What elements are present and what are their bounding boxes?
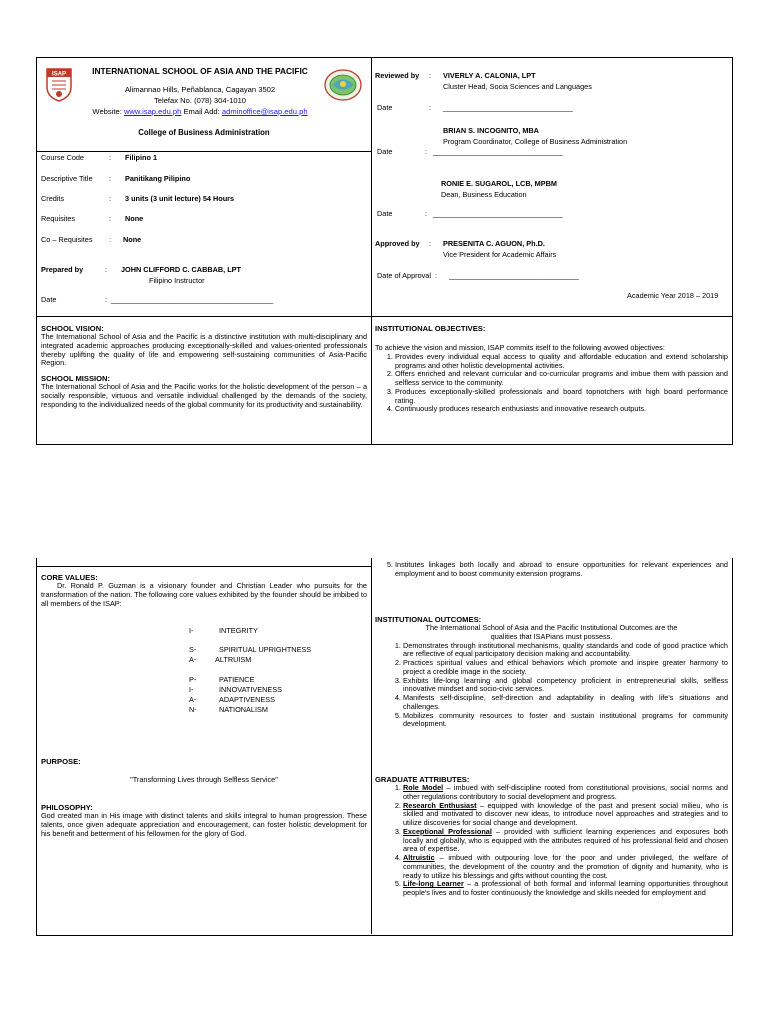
list-item: 5. Institutes linkages both locally and abroad to ensure opportunities for relevant experiences and employment and to boost community extension programs. [395,561,728,579]
objectives-block [375,324,728,414]
course-field-colon: : [109,214,112,223]
purpose-heading: PURPOSE: [41,757,81,766]
approved-colon: : [429,239,432,248]
attribute-text: – imbued with outpouring love for the poor and under privileged, the welfare of communities, the development of the country and the promotion of dignity and humanity, who is ready to utilize his blessings and gifts without counting the cost. [403,853,728,880]
core-values-block [41,573,367,608]
attribute-text: – provided with sufficient learning experiences and exposures both locally and globally, who is equipped with the attributes required of his professional field and chosen area of expertise. [403,826,728,854]
core-value-name: INTEGRITY [219,626,258,635]
core-value-letter: A- [189,695,197,704]
list-item [403,880,728,898]
list-item: 1. Provides every individual equal access to quality and affordable education and extend scholarship programs and other holistic developmental activities. [395,353,728,371]
outcomes-heading: INSTITUTIONAL OUTCOMES: [375,615,482,624]
attribute-term: Life-long Learner [403,879,464,889]
core-value-letter: A- [189,655,197,664]
vision-heading: SCHOOL VISION: [41,324,104,333]
course-field-colon: : [109,235,112,244]
attribute-term: Altruistic [403,853,435,863]
website-label: Website: [92,107,124,116]
reviewer1-title: Cluster Head, Socia Sciences and Languages [443,82,592,91]
list-item: 4. Manifests self-discipline, self-direction and adaptability in dealing with life's situations and challenges. [403,694,728,712]
reviewer2-title: Program Coordinator, College of Business Administration [443,137,628,146]
course-field-colon: : [109,153,112,162]
core-value-letter: N- [189,705,197,714]
list-item: 4. Continuously produces research enthusiasts and innovative research outputs. [395,405,728,414]
course-field-colon: : [109,174,112,183]
syllabus-page-2 [36,558,733,936]
list-item: 1. Demonstrates through institutional mechanisms, quality standards and code of good practice which are reflective of equal participatory decision making and accountability. [403,642,728,660]
approval-date-label: Date of Approval [377,271,431,280]
column-divider [371,58,372,444]
core-value-name: SPIRITUAL UPRIGHTNESS [219,645,312,654]
review-date2-blank: ________________________________ [433,147,563,156]
prepared-colon: : [105,265,108,274]
syllabus-page-1 [36,57,733,445]
reviewer3-name: RONIE E. SUGAROL, LCB, MPBM [441,179,557,188]
prepared-date-label: Date [41,295,57,304]
core-value-letter: I- [189,685,194,694]
attributes-block [375,775,728,898]
mission-heading: SCHOOL MISSION: [41,374,111,384]
approver-title: Vice President for Academic Affairs [443,250,557,259]
mission-text: The International School of Asia and the Pacific works for the holistic development of the person – a socially responsible, virtuous and versatile individual challenged by the demands of the society, responding to the individualized needs of the global community for its productivity and sustainability. [41,382,367,409]
philosophy-block [41,803,367,838]
approval-date-colon: : [435,271,438,280]
objectives-intro: To achieve the vision and mission, ISAP commits itself to the following avowed objectives: [375,343,665,353]
reviewer3-title: Dean, Business Education [441,190,527,199]
review-date1-blank: ________________________________ [443,103,573,112]
attribute-term: Research Enthusiast [403,800,477,810]
philosophy-text: God created man in His image with distinct talents and skills integral to human progression. These talents, once given adequate appreciation and encouragement, can foster holistic development for his benefit and betterment of his fellowmen for the glory of God. [41,811,367,838]
course-field-value: Filipino 1 [125,153,158,162]
attribute-text: – equipped with knowledge of the past and present social milieu, who is skilled and motivated to discover new ideas, to introduce novel approaches and strategies and to utilize discoveries for social change and development. [403,800,728,828]
approved-label: Approved by [375,239,420,248]
course-field-label: Credits [41,194,65,203]
svg-text:ISAP: ISAP [51,71,67,78]
vision-text: The International School of Asia and the Pacific is a distinctive institution with multi-disciplinary and integrated academic approaches producing exceptionally-skilled and values-oriented professionals thereby uplifting the quality of life and empowering self-sustaining communities of Asia-Pacific Region. [41,332,367,368]
course-field-colon: : [109,194,112,203]
attribute-text: – a professional of both formal and informal learning opportunities throughout people's lives and to foster continuously the knowledge and skills needed for employment and [403,879,728,898]
review-date1-label: Date [377,103,393,112]
outcomes-list [375,642,728,730]
list-item: 5. Mobilizes community resources to foster and sustain institutional programs for community development. [403,712,728,730]
approver-name: PRESENITA C. AGUON, Ph.D. [443,239,545,248]
college-name: College of Business Administration [138,128,270,137]
list-item [403,802,728,828]
school-contacts [77,107,323,116]
list-item: 3. Exhibits life-long learning and global competency proficient in entrepreneurial skills, selfless innovative mindset and socio-civic services. [403,677,728,695]
philosophy-heading: PHILOSOPHY: [41,803,93,812]
school-address: Alimannao Hills, Peñablanca, Cagayan 3502 [124,85,276,94]
prepared-title: Filipino Instructor [149,276,205,285]
academic-year: Academic Year 2018 – 2019 [627,291,719,300]
attributes-heading: GRADUATE ATTRIBUTES: [375,775,470,784]
attributes-list [375,784,728,898]
outcomes-block [375,615,728,729]
course-field-value: None [123,235,142,244]
list-item [403,854,728,880]
core-value-letter: S- [189,645,197,654]
course-field-label: Co – Requisites [41,235,93,244]
list-item [403,828,728,854]
objective5-block [375,561,728,579]
core-value-name: NATIONALISM [219,705,268,714]
attribute-text: – imbued with self-discipline rooted from constitutional provisions, social norms and other regulations contributory to social development and progress. [403,783,728,801]
prepared-name: JOHN CLIFFORD C. CABBAB, LPT [121,265,241,274]
course-field-value: Panitikang Pilipino [125,174,191,183]
left-top-border [36,566,372,567]
list-item: 2. Offers enriched and relevant curricular and co-curricular programs and imbue them with passion and selfless service to the community. [395,370,728,388]
course-field-label: Descriptive Title [41,174,93,183]
website-link[interactable]: www.isap.edu.ph [123,107,182,116]
core-value-name: INNOVATIVENESS [219,685,282,694]
email-link[interactable]: adminoffice@isap.edu.ph [221,107,308,116]
isap-logo-icon [45,67,73,106]
school-name: INTERNATIONAL SCHOOL OF ASIA AND THE PACIFIC [92,66,308,76]
objectives-list [375,353,728,414]
reviewer2-name: BRIAN S. INCOGNITO, MBA [443,126,539,135]
prepared-date-blank: ________________________________________ [111,295,274,304]
list-item: 3. Produces exceptionally-skilled professionals and board topnotchers with high board performance rating. [395,388,728,406]
reviewer1-name: VIVERLY A. CALONIA, LPT [443,71,536,80]
core-values-intro: Dr. Ronald P. Guzman is a visionary founder and Christian Leader who pursuits for the transformation of the nation. The following core values exhibited by the founder should be imbibed to all members of the ISAP: [41,581,367,608]
list-item: 2. Practices spiritual values and ethical behaviors which promote and inspire greater harmony to project a credible image in the society. [403,659,728,677]
core-value-name: PATIENCE [219,675,255,684]
outcomes-intro: The International School of Asia and the Pacific Institutional Outcomes are the qualities that ISAPians must possess. [425,623,678,641]
list-item [403,784,728,802]
prepared-label: Prepared by [41,265,84,274]
review-date3-label: Date [377,209,393,218]
course-field-value: 3 units (3 unit lecture) 54 Hours [125,194,235,203]
attribute-term: Exceptional Professional [403,826,492,836]
reviewed-colon: : [429,71,432,80]
course-field-value: None [125,214,144,223]
objectives-list-continued [375,561,728,579]
column-divider [371,558,372,934]
email-label: Email Add: [181,107,222,116]
core-values-heading: CORE VALUES: [41,573,98,582]
review-date3-blank: ________________________________ [433,209,563,218]
core-value-letter: P- [189,675,197,684]
prepared-date-colon: : [105,295,108,304]
section-divider [37,316,732,317]
review-date3-colon: : [425,209,428,218]
approval-date-blank: ________________________________ [449,271,579,280]
header-divider [37,151,371,152]
review-date1-colon: : [429,103,432,112]
core-value-name: ADAPTIVENESS [219,695,275,704]
school-telefax: Telefax No. (078) 304-1010 [153,96,247,105]
college-seal-icon [323,68,363,105]
course-field-label: Requisites [41,214,76,223]
core-value-letter: I- [189,626,194,635]
review-date2-label: Date [377,147,393,156]
course-field-label: Course Code [41,153,84,162]
core-value-name: ALTRUISM [215,655,252,664]
objectives-heading: INSTITUTIONAL OBJECTIVES: [375,324,486,333]
reviewed-label: Reviewed by [375,71,420,80]
attribute-term: Role Model [403,783,444,793]
vision-mission-block [41,324,367,409]
review-date2-colon: : [425,147,428,156]
purpose-text: "Transforming Lives through Selfless Service" [130,775,278,784]
